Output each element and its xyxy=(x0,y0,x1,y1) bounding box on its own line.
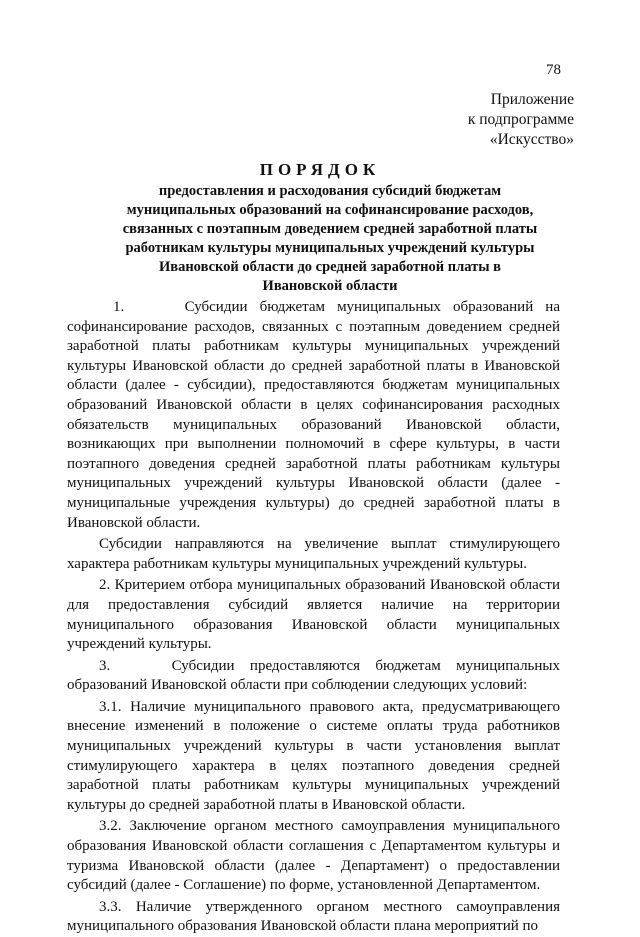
page-number: 78 xyxy=(546,62,561,78)
paragraph-6: 3.2. Заключение органом местного самоуправления муниципального образования Ивановской области соглашения с Департаментом культуры и туризма Ивановской области (далее - Департамент) о предоставлении субсидий (далее - Соглашение) по форме, установленной Департаментом. xyxy=(67,818,560,894)
paragraph-1: 1. Субсидии бюджетам муниципальных образований на софинансирование расходов, связанных с поэтапным доведением средней заработной платы работникам культуры муниципальных учреждений культуры Ивановской области до средней заработной платы в Ивановской области (далее - субсидии), предоставляются бюджетам муниципальных образований Ивановской области в целях софинансирования расходных обязательств муниципальных образований Ивановской области, возникающих при выполнении полномочий в сфере культуры, в части поэтапного доведения средней заработной платы работникам культуры муниципальных учреждений культуры Ивановской области (далее - муниципальные учреждения культуры) до средней заработной платы в Ивановской области. xyxy=(67,299,560,531)
appendix-block xyxy=(468,90,574,150)
paragraph-7: 3.3. Наличие утвержденного органом местного самоуправления муниципального образования Ивановской области плана мероприятий по xyxy=(67,898,560,935)
appendix-line-2: к подпрограмме xyxy=(467,111,574,128)
appendix-line-3: «Искусство» xyxy=(489,131,574,148)
document-body xyxy=(67,298,560,937)
document-subtitle: предоставления и расходования субсидий бюджетам муниципальных образований на софинансирование расходов, связанных с поэтапным доведением средней заработной платы работникам культуры муниципальных учреждений культуры Ивановской области до средней заработной платы в Ивановской области xyxy=(122,183,538,294)
paragraph-3: 2. Критерием отбора муниципальных образований Ивановской области для предоставления субсидий является наличие на территории муниципального образования Ивановской области муниципальных учреждений культуры. xyxy=(67,577,560,653)
paragraph-5: 3.1. Наличие муниципального правового акта, предусматривающего внесение изменений в положение о системе оплаты труда работников муниципальных учреждений культуры в части установления выплат стимулирующего характера в целях поэтапного доведения средней заработной платы работникам культуры муниципальных учреждений культуры до средней заработной платы в Ивановской области. xyxy=(67,698,560,813)
paragraph-4: 3. Субсидии предоставляются бюджетам муниципальных образований Ивановской области при соблюдении следующих условий: xyxy=(67,657,560,694)
appendix-line-1: Приложение xyxy=(490,91,574,108)
document-title: ПОРЯДОК xyxy=(259,160,381,179)
paragraph-2: Субсидии направляются на увеличение выплат стимулирующего характера работникам культуры муниципальных учреждений культуры. xyxy=(67,536,560,572)
